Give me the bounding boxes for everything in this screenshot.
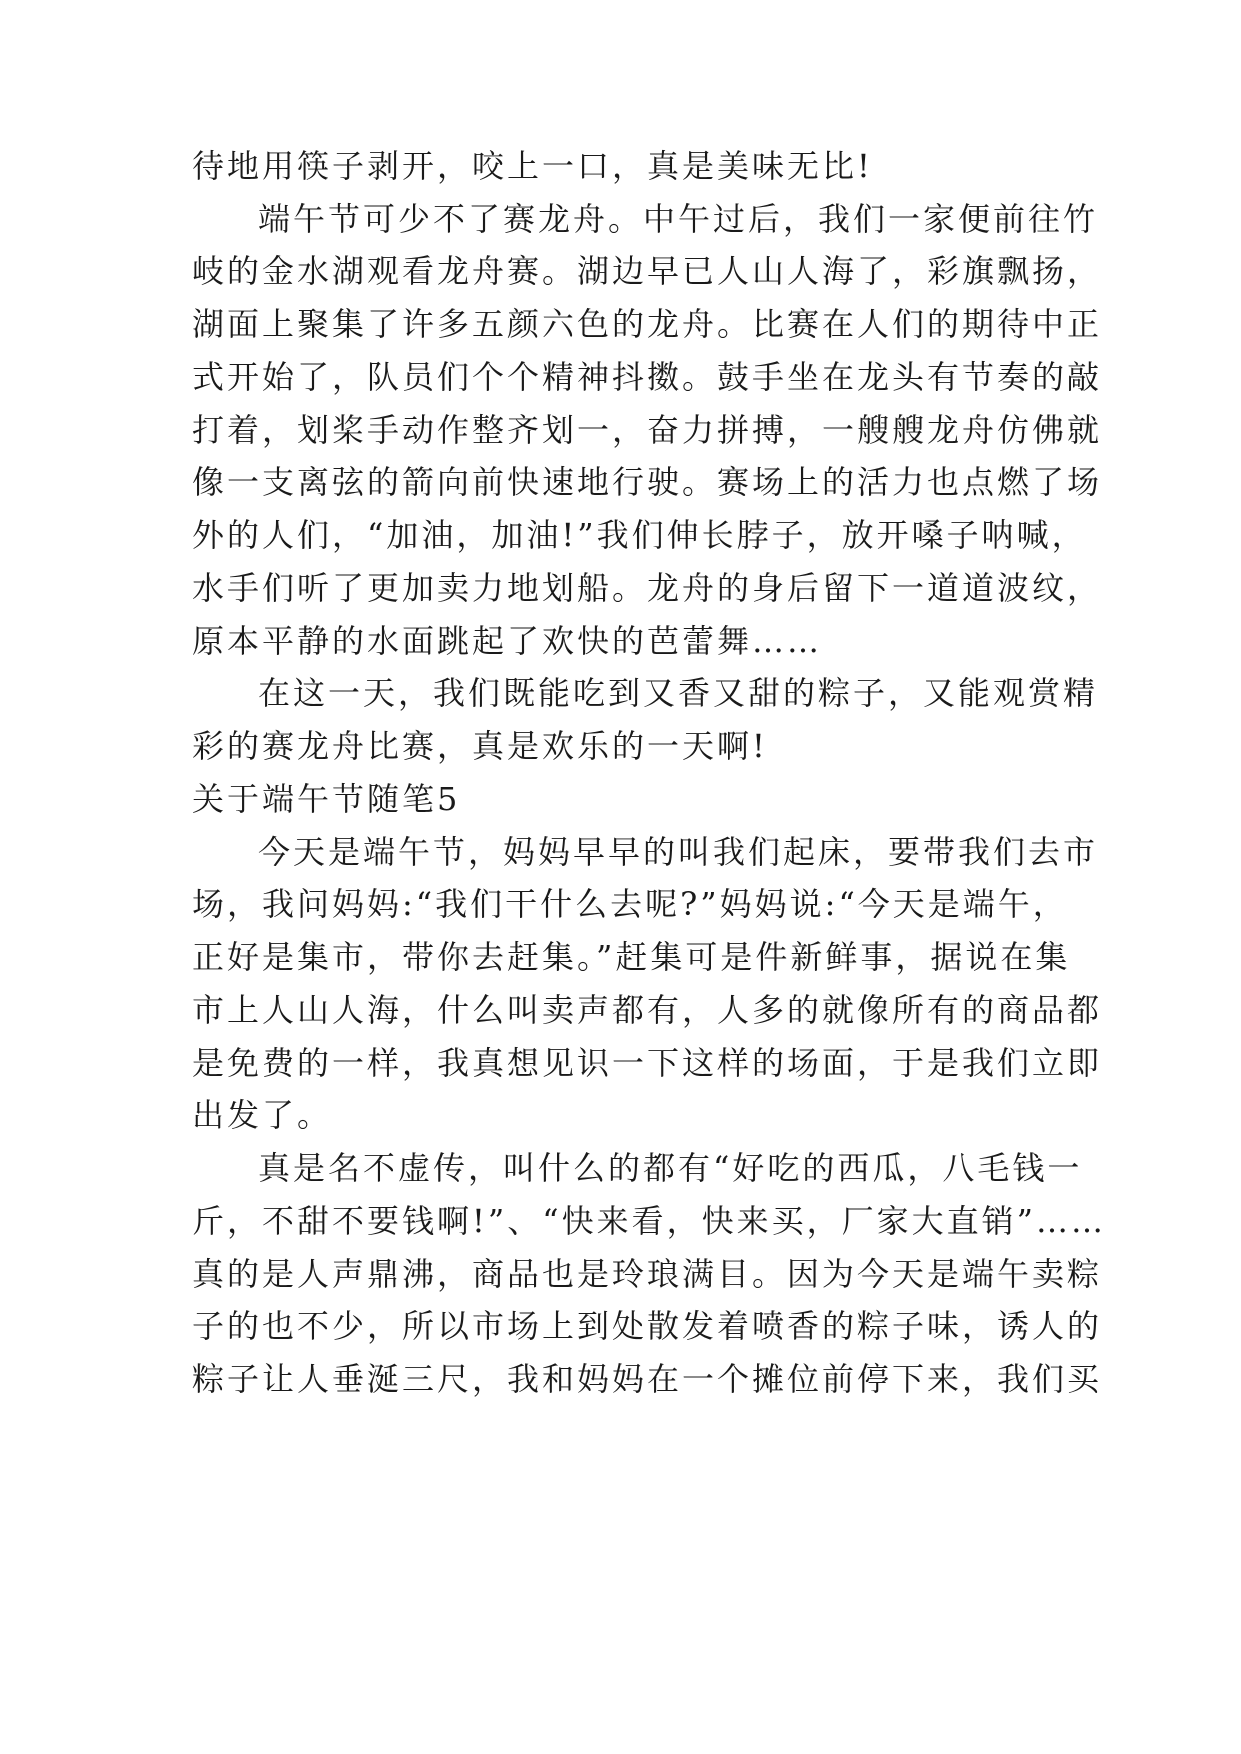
text-line: 粽子让人垂涎三尺，我和妈妈在一个摊位前停下来，我们买 xyxy=(192,1360,1103,1398)
text-line: 场，我问妈妈:“我们干什么去呢?”妈妈说:“今天是端午， xyxy=(192,885,1068,923)
text-line: 打着，划桨手动作整齐划一，奋力拼搏，一艘艘龙舟仿佛就 xyxy=(192,411,1103,449)
text-line: 正好是集市，带你去赶集。”赶集可是件新鲜事，据说在集 xyxy=(192,938,1071,976)
text-line: 原本平静的水面跳起了欢快的芭蕾舞…… xyxy=(192,622,823,660)
text-line: 是免费的一样，我真想见识一下这样的场面，于是我们立即 xyxy=(192,1044,1103,1082)
text-line: 像一支离弦的箭向前快速地行驶。赛场上的活力也点燃了场 xyxy=(192,463,1103,501)
text-line: 式开始了，队员们个个精神抖擞。鼓手坐在龙头有节奏的敲 xyxy=(192,358,1103,396)
text-line: 出发了。 xyxy=(192,1096,333,1134)
text-line: 湖面上聚集了许多五颜六色的龙舟。比赛在人们的期待中正 xyxy=(192,305,1103,343)
text-line: 子的也不少，所以市场上到处散发着喷香的粽子味，诱人的 xyxy=(192,1307,1103,1345)
section-heading: 关于端午节随笔5 xyxy=(192,780,461,818)
text-line: 真是名不虚传，叫什么的都有“好吃的西瓜，八毛钱一 xyxy=(258,1149,1083,1187)
text-line: 在这一天，我们既能吃到又香又甜的粽子，又能观赏精 xyxy=(258,674,1099,712)
text-line: 彩的赛龙舟比赛，真是欢乐的一天啊! xyxy=(192,727,768,765)
text-line: 市上人山人海，什么叫卖声都有，人多的就像所有的商品都 xyxy=(192,991,1103,1029)
text-line: 真的是人声鼎沸，商品也是玲琅满目。因为今天是端午卖粽 xyxy=(192,1255,1103,1293)
text-line: 外的人们，“加油，加油!”我们伸长脖子，放开嗓子呐喊， xyxy=(192,516,1087,554)
text-line: 水手们听了更加卖力地划船。龙舟的身后留下一道道波纹， xyxy=(192,569,1103,607)
text-line: 岐的金水湖观看龙舟赛。湖边早已人山人海了，彩旗飘扬， xyxy=(192,252,1103,290)
text-line: 端午节可少不了赛龙舟。中午过后，我们一家便前往竹 xyxy=(258,200,1099,238)
text-line: 待地用筷子剥开，咬上一口，真是美味无比! xyxy=(192,147,873,185)
text-line: 斤，不甜不要钱啊!”、“快来看，快来买，厂家大直销”…… xyxy=(192,1202,1106,1240)
text-line: 今天是端午节，妈妈早早的叫我们起床，要带我们去市 xyxy=(258,833,1099,871)
